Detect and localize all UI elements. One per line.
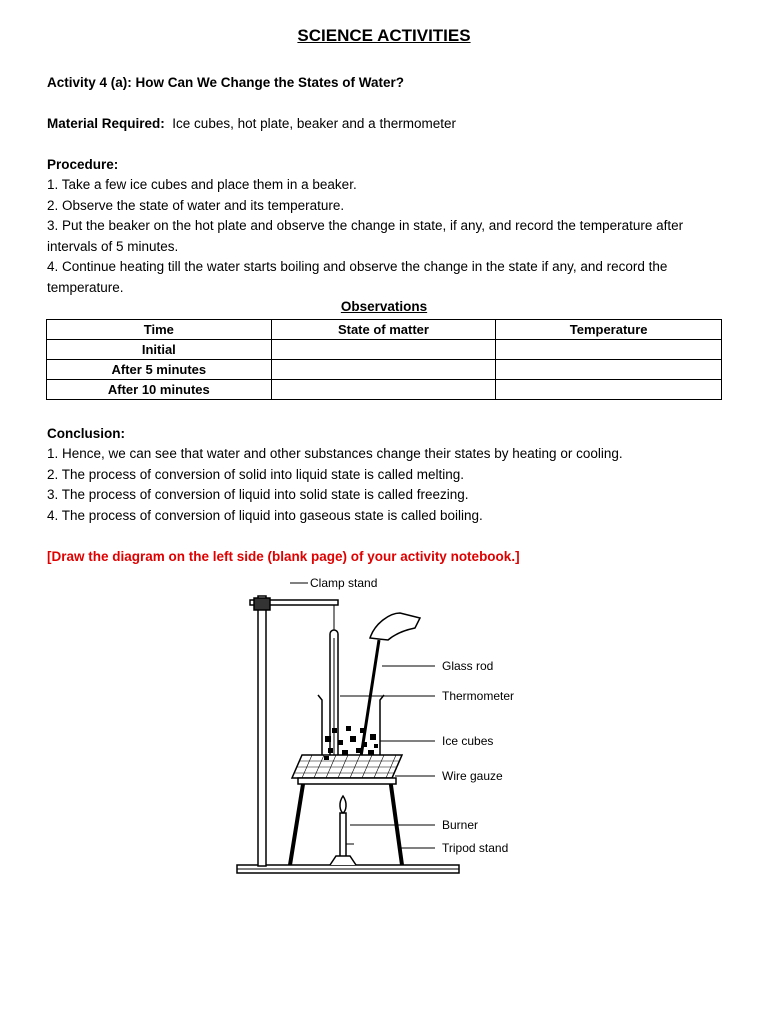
table-cell-temperature: [496, 340, 722, 360]
procedure-line: 1. Take a few ice cubes and place them in a beaker.: [47, 177, 357, 192]
material-label: Material Required:: [47, 116, 165, 131]
column-header: State of matter: [271, 320, 496, 340]
label-thermometer: Thermometer: [442, 689, 515, 703]
column-header: Time: [47, 320, 272, 340]
procedure-line: intervals of 5 minutes.: [47, 239, 179, 254]
label-clamp-stand: Clamp stand: [310, 576, 378, 590]
label-ice-cubes: Ice cubes: [442, 734, 494, 748]
label-glass-rod: Glass rod: [442, 659, 494, 673]
table-cell-temperature: [496, 360, 722, 380]
table-cell-temperature: [496, 380, 722, 400]
label-burner: Burner: [442, 818, 479, 832]
conclusion-line: 3. The process of conversion of liquid into solid state is called freezing.: [47, 487, 469, 502]
column-header: Temperature: [496, 320, 722, 340]
wire-gauze: [292, 755, 402, 778]
procedure-line: 4. Continue heating till the water starts boiling and observe the change in the state if any, and record the: [47, 259, 668, 274]
table-row: [47, 340, 722, 360]
procedure-line: 3. Put the beaker on the hot plate and observe the change in state, if any, and record the temperature after: [47, 218, 684, 233]
activity-heading: Activity 4 (a): How Can We Change the States of Water?: [47, 75, 405, 90]
hand: [370, 613, 420, 640]
material-line: [47, 114, 456, 134]
table-cell-state: [271, 360, 496, 380]
tripod-leg: [290, 778, 304, 865]
table-cell-time: After 5 minutes: [47, 360, 272, 380]
burner: [340, 813, 346, 858]
procedure-label: Procedure:: [47, 157, 119, 172]
label-wire-gauze: Wire gauze: [442, 769, 503, 783]
table-cell-time: After 10 minutes: [47, 380, 272, 400]
page-title: SCIENCE ACTIVITIES: [297, 26, 471, 45]
conclusion-line: 1. Hence, we can see that water and other substances change their states by heating or cooling.: [47, 446, 623, 461]
observations-title: Observations: [340, 299, 428, 314]
table-row: [47, 360, 722, 380]
conclusion-line: 2. The process of conversion of solid into liquid state is called melting.: [47, 467, 464, 482]
procedure-line: 2. Observe the state of water and its temperature.: [47, 198, 345, 213]
table-cell-state: [271, 380, 496, 400]
table-header-row: [47, 320, 722, 340]
table-cell-state: [271, 340, 496, 360]
table-row: [47, 380, 722, 400]
conclusion-line: 4. The process of conversion of liquid into gaseous state is called boiling.: [47, 508, 483, 523]
conclusion-label: Conclusion:: [47, 426, 125, 441]
table-cell-time: Initial: [47, 340, 272, 360]
clamp-stand-pole: [258, 596, 266, 866]
clamp-knob: [254, 598, 270, 610]
observations-table: [46, 319, 722, 400]
apparatus-diagram: [230, 568, 530, 878]
tripod-leg: [390, 778, 402, 865]
instruction-note: [Draw the diagram on the left side (blank page) of your activity notebook.]: [47, 549, 520, 564]
material-text: Ice cubes, hot plate, beaker and a thermometer: [172, 116, 456, 131]
procedure-line: temperature.: [47, 280, 124, 295]
label-tripod-stand: Tripod stand: [442, 841, 509, 855]
burner-flame: [340, 796, 346, 813]
